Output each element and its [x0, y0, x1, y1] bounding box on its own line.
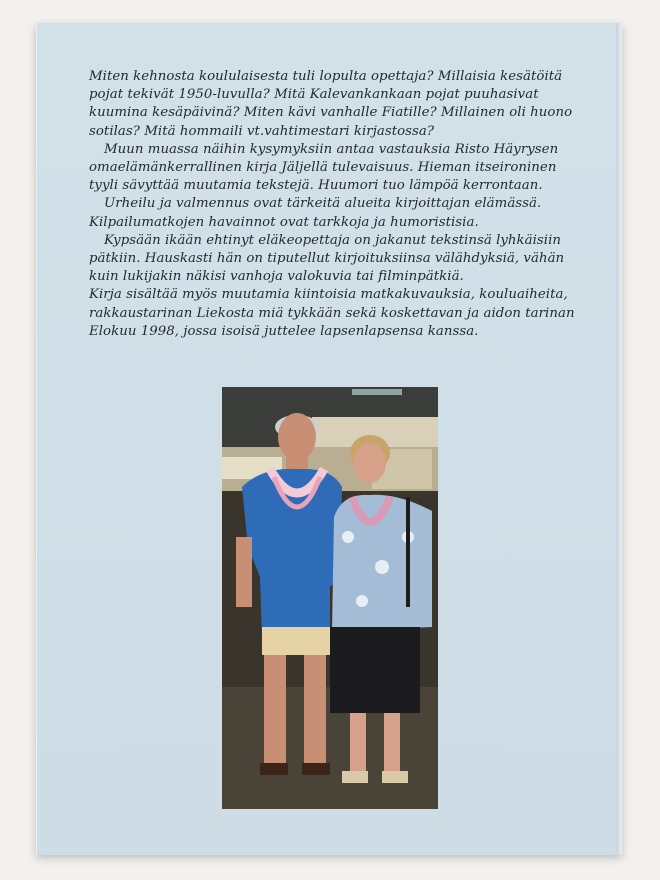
blurb-text [89, 68, 614, 341]
blurb-line: pojat tekivät 1950-luvulla? Mitä Kalevankankaan pojat puuhasivat [89, 87, 539, 103]
book-back-cover [36, 23, 622, 855]
blurb-line: Muun muassa näihin kysymyksiin antaa vastauksia Risto Häyrysen [104, 141, 559, 157]
blurb-line: Elokuu 1998, jossa isoisä juttelee lapsenlapsensa kanssa. [89, 323, 479, 339]
blurb-line: kuumina kesäpäivinä? Miten kävi vanhalle Fiatille? Millainen oli huono [89, 105, 573, 121]
blurb-line: omaelämänkerrallinen kirja Jäljellä tulevaisuus. Hieman itseironinen [89, 160, 557, 176]
blurb-line: kuin lukijakin näkisi vanhoja valokuvia tai filminpätkiä. [89, 269, 464, 285]
blurb-line: Urheilu ja valmennus ovat tärkeitä alueita kirjoittajan elämässä. [104, 196, 542, 212]
blurb-line: pätkiin. Hauskasti hän on tiputellut kirjoituksiinsa välähdyksiä, vähän [89, 251, 565, 267]
couple-photo-icon [222, 387, 438, 809]
blurb-line: Kilpailumatkojen havainnot ovat tarkkoja ja humoristisia. [89, 214, 479, 230]
blurb-line: Kypsään ikään ehtinyt eläkeopettaja on jakanut tekstinsä lyhkäisiin [104, 232, 562, 248]
blurb-line: Kirja sisältää myös muutamia kiintoisia matkakuvauksia, kouluaiheita, [89, 287, 568, 303]
blurb-line: rakkaustarinan Liekosta miä tykkään sekä koskettavan ja aidon tarinan [89, 305, 575, 321]
blurb-line: tyyli sävyttää muutamia tekstejä. Huumori tuo lämpöä kerrontaan. [89, 178, 543, 194]
blurb-line: Miten kehnosta koululaisesta tuli lopulta opettaja? Millaisia kesätöitä [89, 69, 563, 84]
blurb-line: sotilas? Mitä hommaili vt.vahtimestari kirjastossa? [89, 123, 435, 139]
page-edge [616, 23, 622, 855]
